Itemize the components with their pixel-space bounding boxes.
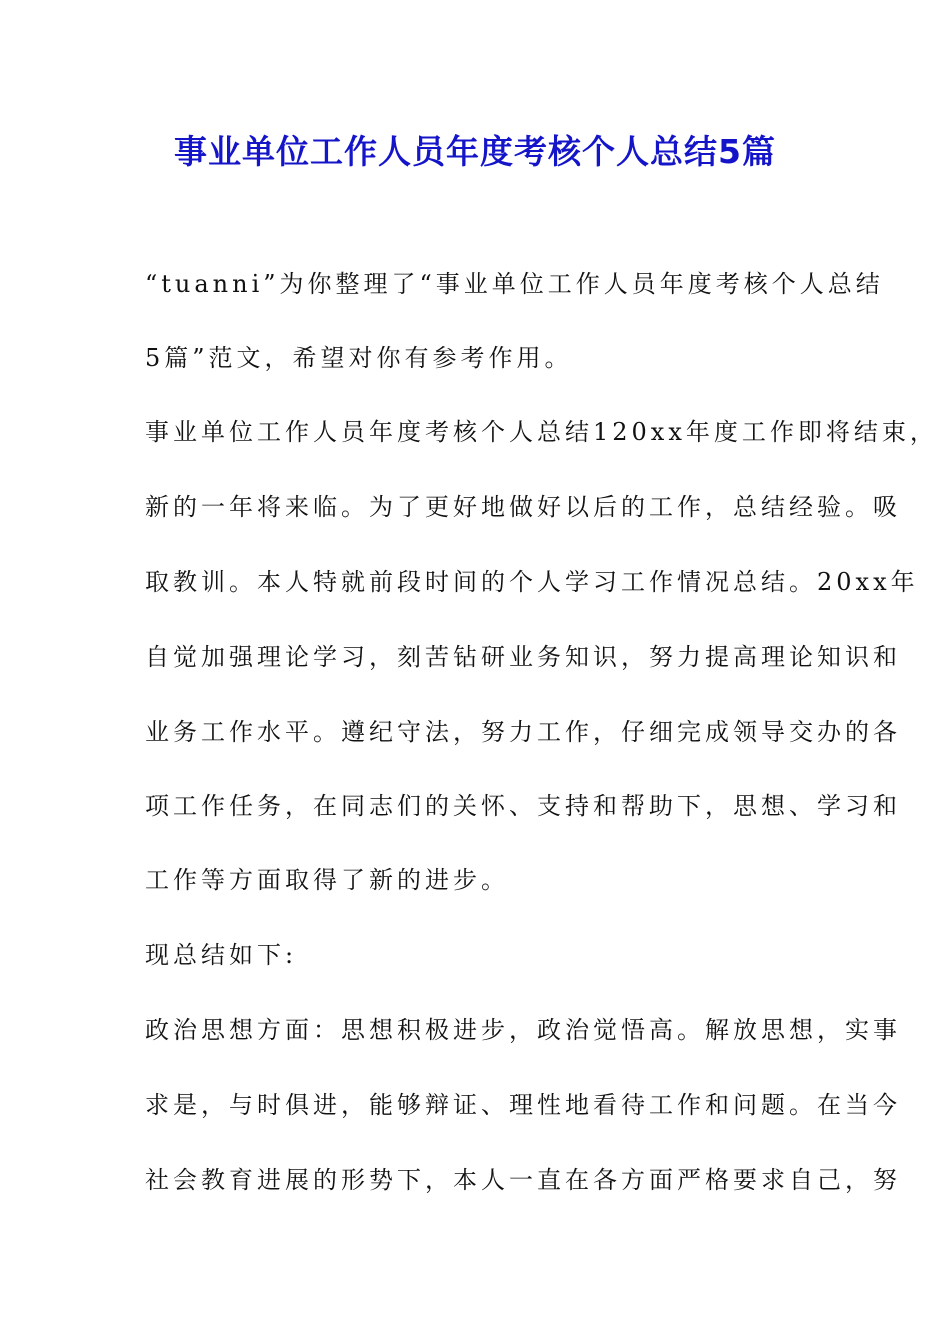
paragraph-line-5: 取教训。本人特就前段时间的个人学习工作情况总结。20xx年 bbox=[145, 568, 919, 596]
paragraph-line-6: 自觉加强理论学习，刻苦钻研业务知识，努力提高理论知识和 bbox=[145, 643, 901, 671]
paragraph-line-13: 社会教育进展的形势下，本人一直在各方面严格要求自己，努 bbox=[145, 1166, 901, 1194]
paragraph-line-3: 事业单位工作人员年度考核个人总结120xx年度工作即将结束， bbox=[145, 418, 938, 446]
paragraph-line-4: 新的一年将来临。为了更好地做好以后的工作，总结经验。吸 bbox=[145, 493, 901, 521]
paragraph-line-10: 现总结如下: bbox=[145, 941, 298, 969]
paragraph-line-2: 5篇”范文，希望对你有参考作用。 bbox=[145, 344, 573, 372]
document-title: 事业单位工作人员年度考核个人总结5篇 bbox=[174, 132, 776, 171]
paragraph-line-12: 求是，与时俱进，能够辩证、理性地看待工作和问题。在当今 bbox=[145, 1091, 901, 1119]
paragraph-line-9: 工作等方面取得了新的进步。 bbox=[145, 866, 509, 894]
paragraph-line-8: 项工作任务，在同志们的关怀、支持和帮助下，思想、学习和 bbox=[145, 792, 901, 820]
paragraph-line-11: 政治思想方面：思想积极进步，政治觉悟高。解放思想，实事 bbox=[145, 1016, 901, 1044]
paragraph-line-1: “tuanni”为你整理了“事业单位工作人员年度考核个人总结 bbox=[145, 270, 884, 298]
paragraph-line-7: 业务工作水平。遵纪守法，努力工作，仔细完成领导交办的各 bbox=[145, 718, 901, 746]
